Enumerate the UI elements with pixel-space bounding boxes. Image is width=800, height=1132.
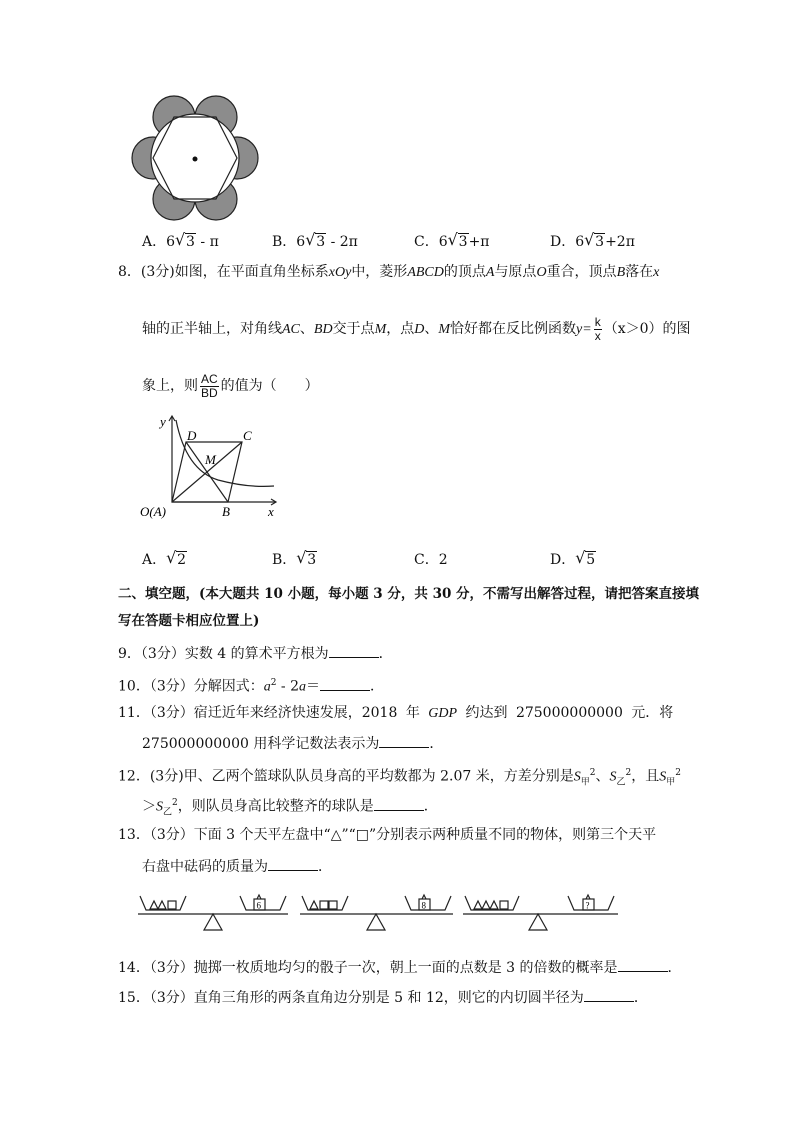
fig-label-o: O(A): [140, 504, 166, 519]
q14: 14．（3分）抛掷一枚质地均匀的骰子一次，朝上一面的点数是 3 的倍数的概率是 ．: [118, 957, 682, 978]
q15: 15．（3分）直角三角形的两条直角边分别是 5 和 12，则它的内切圆半径为 ．: [118, 987, 648, 1008]
balance-scales-figure: [138, 884, 628, 944]
q12-answer-blank[interactable]: [374, 796, 424, 811]
weight-3-label: ?: [585, 900, 590, 911]
q9: 9．（3分）实数 4 的算术平方根为 ．: [118, 643, 393, 664]
weight-1-label: 6: [256, 900, 261, 911]
q12-line-1: 12．(3分)甲、乙两个篮球队队员身高的平均数都为 2.07 米，方差分别是$S_甲^2$、$S_乙^2$，且$S_甲^2$: [118, 768, 681, 788]
q13-answer-blank[interactable]: [268, 856, 318, 871]
q11-answer-blank[interactable]: [379, 733, 429, 748]
q8-line-3: 象上，则 $\frac{AC}{BD}$ 的值为（ ）: [142, 371, 319, 400]
q13-line-1: 13．（3分）下面 3 个天平左盘中“△”“□”分别表示两种质量不同的物体，则第三个天平: [118, 827, 657, 843]
q8-line-2: 轴的正半轴上，对角线AC、BD交于点M，点D、M恰好都在反比例函数y= $\frac{k}{x}$ （x＞0）的图: [142, 314, 691, 343]
q7-option-b: B．6 √ 3 - 2π: [272, 230, 358, 250]
q8-option-b: B． √ 3: [272, 548, 317, 568]
q8-option-a: A． √ 2: [142, 548, 187, 568]
q10: 10．（3分）分解因式：$a^2 - 2a=$ ．: [118, 673, 384, 698]
ac-over-bd-fraction: $\frac{AC}{BD}$: [201, 371, 218, 400]
q7-option-c: C．6 √ 3+π: [414, 230, 490, 250]
q11-line-1: 11．（3分）宿迁近年来经济快速发展，2018 年 GDP 约达到 275000000000 元．将: [118, 705, 674, 721]
q8-option-c: C．2: [414, 552, 448, 568]
q8-option-d: D． √ 5: [550, 548, 596, 568]
fig-label-b: B: [222, 504, 230, 519]
fig-label-m: M: [205, 452, 216, 467]
fig-label-c: C: [243, 428, 252, 443]
q12-line-2: $>S_乙^2$，则队员身高比较整齐的球队是 ．: [142, 793, 438, 822]
section-2-heading-line-2: 写在答题卡相应位置上): [118, 613, 260, 629]
q7-option-a: A．6 √ 3 - π: [142, 230, 219, 250]
weight-2-label: 8: [421, 900, 426, 911]
fig-label-d: D: [187, 428, 197, 443]
q7-option-d: D．6 √ 3+2π: [550, 230, 635, 250]
section-2-heading-line-1: 二、填空题，(本大题共 10 小题，每小题 3 分，共 30 分，不需写出解答过程，请把答案直接填: [118, 586, 700, 602]
fig-label-x: x: [268, 504, 274, 519]
q14-answer-blank[interactable]: [618, 957, 668, 972]
k-over-x-fraction: $\frac{k}{x}$: [594, 314, 601, 343]
q8-line-1: 8．(3分)如图，在平面直角坐标系xOy中，菱形ABCD的顶点A与原点O重合，顶点B落在x: [118, 264, 660, 280]
q15-answer-blank[interactable]: [584, 987, 634, 1002]
balance-scale-2: [300, 895, 453, 930]
fig-label-y: y: [160, 414, 166, 429]
balance-scale-1: [138, 895, 288, 930]
q11-line-2: 275000000000 用科学记数法表示为 ．: [142, 733, 443, 754]
q13-line-2: 右盘中砝码的质量为 ．: [142, 856, 332, 877]
balance-scale-3: [463, 895, 618, 930]
q9-answer-blank[interactable]: [329, 643, 379, 658]
rhombus-coordinate-figure: [138, 410, 288, 522]
q10-answer-blank[interactable]: [320, 676, 370, 691]
hexagon-circles-figure: [130, 95, 260, 221]
